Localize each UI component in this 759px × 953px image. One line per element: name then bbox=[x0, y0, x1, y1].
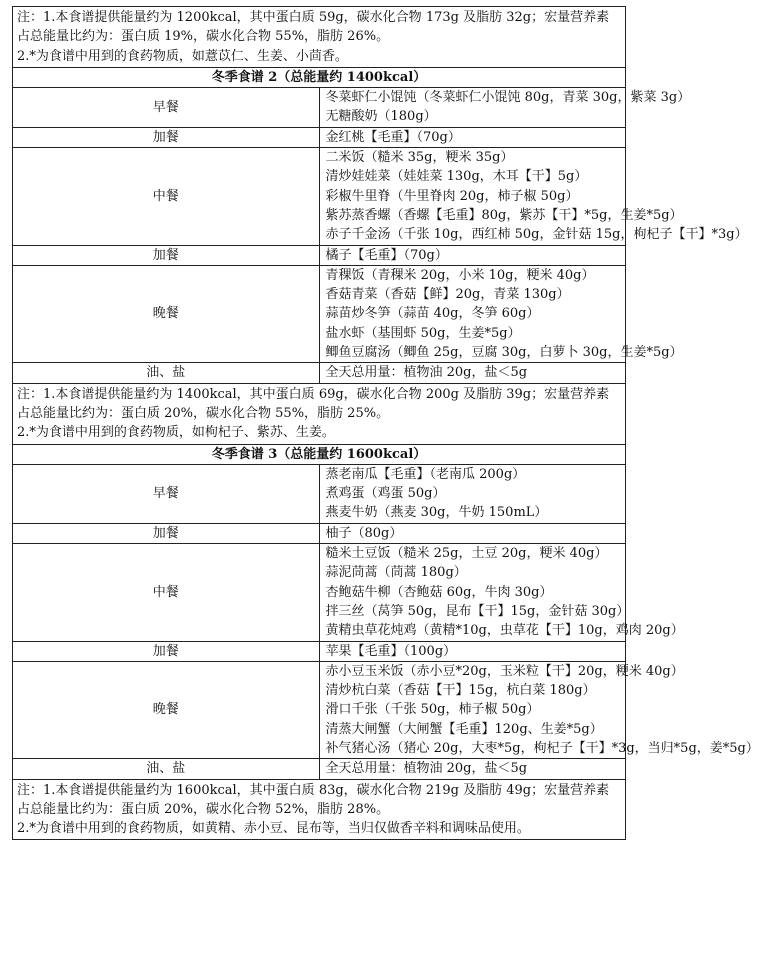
note-row bbox=[13, 779, 626, 840]
meal-name: 加餐 bbox=[13, 523, 320, 543]
meal-row bbox=[13, 363, 626, 383]
dish-line: 香菇青菜（香菇【鲜】20g，青菜 130g） bbox=[325, 287, 570, 303]
meal-name: 晚餐 bbox=[13, 661, 320, 758]
note-line: 注：1.本食谱提供能量约为 1600kcal，其中蛋白质 83g，碳水化合物 219g 及脂肪 49g；宏量营养素占总能量比约为：蛋白质 20%，碳水化合物 52%，脂肪 28%。 bbox=[17, 782, 610, 817]
meal-items bbox=[319, 759, 626, 779]
dish-line: 清蒸大闸蟹（大闸蟹【毛重】120g、生姜*5g） bbox=[325, 721, 603, 737]
meal-row bbox=[13, 127, 626, 147]
dish-line: 煮鸡蛋（鸡蛋 50g） bbox=[325, 486, 446, 502]
meal-row bbox=[13, 265, 626, 362]
dish-line: 盐水虾（基围虾 50g，生姜*5g） bbox=[325, 325, 521, 341]
meal-row bbox=[13, 759, 626, 779]
meal-items bbox=[319, 245, 626, 265]
meal-items bbox=[319, 641, 626, 661]
dish-line: 二米饭（糙米 35g，粳米 35g） bbox=[325, 150, 514, 166]
meal-name: 中餐 bbox=[13, 148, 320, 245]
meal-items bbox=[319, 464, 626, 523]
dish-line: 金红桃【毛重】（70g） bbox=[325, 129, 461, 145]
meal-items bbox=[319, 661, 759, 758]
meal-row bbox=[13, 148, 626, 245]
note-row bbox=[13, 7, 626, 68]
note-row bbox=[13, 383, 626, 444]
meal-items bbox=[319, 148, 748, 245]
meal-row bbox=[13, 245, 626, 265]
menu-title-row bbox=[13, 444, 626, 464]
dish-line: 滑口千张（千张 50g，柿子椒 50g） bbox=[325, 702, 540, 718]
meal-name: 早餐 bbox=[13, 88, 320, 128]
dish-line: 蒜泥茼蒿（茼蒿 180g） bbox=[325, 565, 467, 581]
dish-line: 燕麦牛奶（燕麦 30g，牛奶 150mL） bbox=[325, 505, 548, 521]
meal-name: 中餐 bbox=[13, 544, 320, 641]
dish-line: 彩椒牛里脊（牛里脊肉 20g，柿子椒 50g） bbox=[325, 188, 579, 204]
meal-items bbox=[319, 127, 626, 147]
meal-name: 加餐 bbox=[13, 245, 320, 265]
meal-name: 加餐 bbox=[13, 127, 320, 147]
meal-row bbox=[13, 464, 626, 523]
dish-line: 柚子（80g） bbox=[325, 525, 403, 541]
dish-line: 橘子【毛重】（70g） bbox=[325, 247, 448, 263]
dish-line: 鲫鱼豆腐汤（鲫鱼 25g，豆腐 30g，白萝卜 30g，生姜*5g） bbox=[325, 345, 683, 361]
dish-line: 清炒娃娃菜（娃娃菜 130g，木耳【干】5g） bbox=[325, 169, 588, 185]
dish-line: 紫苏蒸香螺（香螺【毛重】80g，紫苏【干】*5g，生姜*5g） bbox=[325, 207, 683, 223]
dish-line: 黄精虫草花炖鸡（黄精*10g，虫草花【干】10g，鸡肉 20g） bbox=[325, 623, 684, 639]
note-cell bbox=[13, 383, 626, 444]
note-line: 2.*为食谱中用到的食药物质，如枸杞子、紫苏、生姜。 bbox=[17, 425, 335, 441]
dish-line: 补气猪心汤（猪心 20g，大枣*5g，枸杞子【干】*3g，当归*5g，姜*5g） bbox=[325, 740, 759, 756]
dish-line: 苹果【毛重】（100g） bbox=[325, 643, 457, 659]
meal-row bbox=[13, 523, 626, 543]
dish-line: 拌三丝（莴笋 50g，昆布【干】15g，金针菇 30g） bbox=[325, 603, 630, 619]
meal-items bbox=[319, 265, 683, 362]
dish-line: 赤子千金汤（千张 10g，西红柿 50g，金针菇 15g，枸杞子【干】*3g） bbox=[325, 227, 748, 243]
note-line: 2.*为食谱中用到的食药物质，如薏苡仁、生姜、小茴香。 bbox=[17, 48, 348, 64]
dish-line: 无糖酸奶（180g） bbox=[325, 109, 437, 125]
meal-name: 加餐 bbox=[13, 641, 320, 661]
dish-line: 全天总用量：植物油 20g，盐＜5g bbox=[325, 365, 528, 381]
dish-line: 蒸老南瓜【毛重】（老南瓜 200g） bbox=[325, 466, 526, 482]
note-cell bbox=[13, 779, 626, 840]
dish-line: 糙米土豆饭（糙米 25g，土豆 20g，粳米 40g） bbox=[325, 546, 608, 562]
diet-menu-document bbox=[12, 6, 759, 840]
meal-items bbox=[319, 544, 684, 641]
meal-items bbox=[319, 523, 626, 543]
meal-row bbox=[13, 544, 626, 641]
meal-name: 油、盐 bbox=[13, 759, 320, 779]
meal-row bbox=[13, 641, 626, 661]
meal-items bbox=[319, 363, 626, 383]
dish-line: 蒜苗炒冬笋（蒜苗 40g，冬笋 60g） bbox=[325, 306, 540, 322]
note-line: 注：1.本食谱提供能量约为 1200kcal，其中蛋白质 59g，碳水化合物 173g 及脂肪 32g；宏量营养素占总能量比约为：蛋白质 19%，碳水化合物 55%，脂肪 26%。 bbox=[17, 10, 610, 45]
dish-line: 杏鲍菇牛柳（杏鲍菇 60g，牛肉 30g） bbox=[325, 584, 553, 600]
dish-line: 全天总用量：植物油 20g，盐＜5g bbox=[325, 761, 528, 777]
dish-line: 赤小豆玉米饭（赤小豆*20g，玉米粒【干】20g，粳米 40g） bbox=[325, 663, 684, 679]
meal-name: 晚餐 bbox=[13, 265, 320, 362]
meal-row bbox=[13, 88, 626, 128]
dish-line: 青稞饭（青稞米 20g，小米 10g，粳米 40g） bbox=[325, 267, 595, 283]
meal-items bbox=[319, 88, 691, 128]
note-cell bbox=[13, 7, 626, 68]
dish-line: 冬菜虾仁小馄饨（冬菜虾仁小馄饨 80g，青菜 30g，紫菜 3g） bbox=[325, 90, 691, 106]
dish-line: 清炒杭白菜（香菇【干】15g，杭白菜 180g） bbox=[325, 683, 596, 699]
menu-title: 冬季食谱 2（总能量约 1400kcal） bbox=[13, 67, 626, 87]
note-line: 2.*为食谱中用到的食药物质，如黄精、赤小豆、昆布等，当归仅做香辛料和调味品使用。 bbox=[17, 821, 530, 837]
menu-title-row bbox=[13, 67, 626, 87]
diet-menu-table bbox=[12, 6, 759, 840]
menu-title: 冬季食谱 3（总能量约 1600kcal） bbox=[13, 444, 626, 464]
meal-name: 油、盐 bbox=[13, 363, 320, 383]
note-line: 注：1.本食谱提供能量约为 1400kcal，其中蛋白质 69g，碳水化合物 200g 及脂肪 39g；宏量营养素占总能量比约为：蛋白质 20%，碳水化合物 55%，脂肪 25%。 bbox=[17, 386, 610, 421]
meal-row bbox=[13, 661, 626, 758]
meal-name: 早餐 bbox=[13, 464, 320, 523]
